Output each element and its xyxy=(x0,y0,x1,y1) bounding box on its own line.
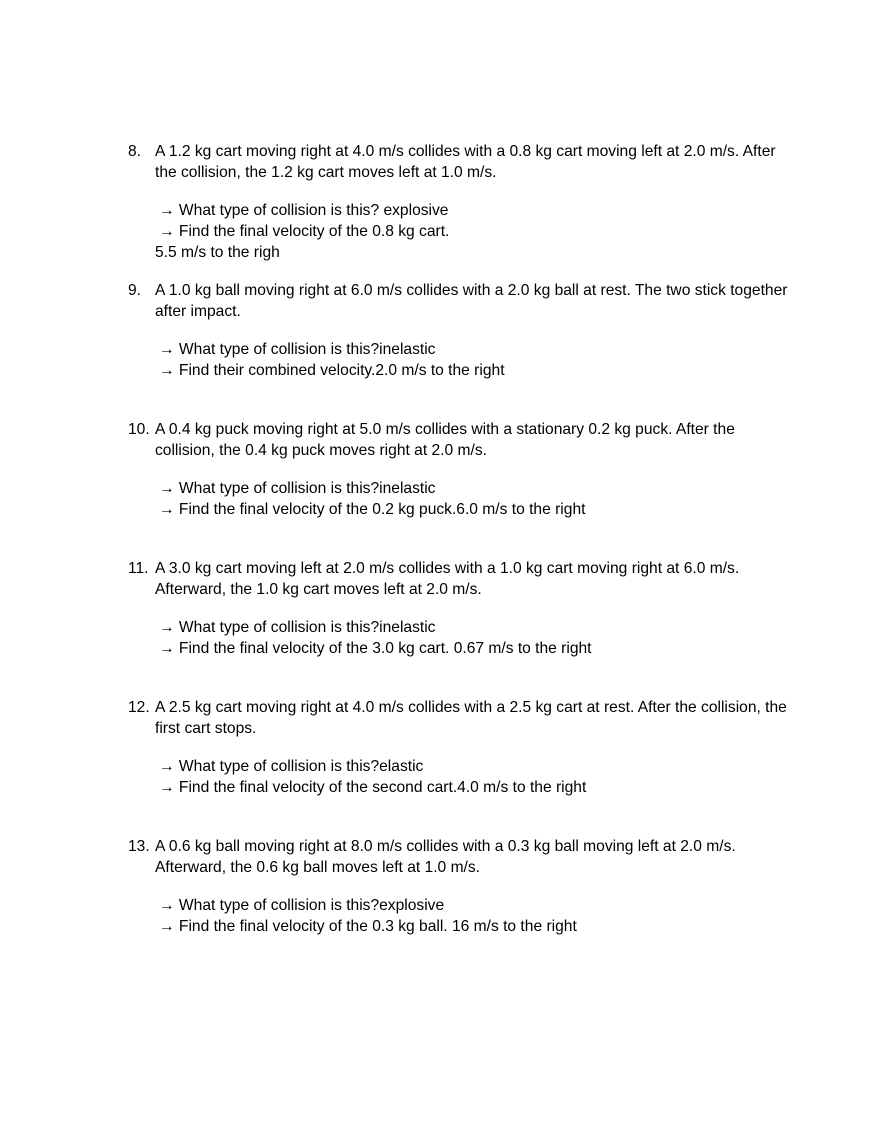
final-velocity-prompt: → Find the final velocity of the 0.8 kg cart. xyxy=(159,223,450,240)
collision-type-prompt: → What type of collision is this? explosive xyxy=(159,202,449,219)
problem-number: 10. xyxy=(128,421,150,438)
problem-question: A 0.4 kg puck moving right at 5.0 m/s collides with a stationary 0.2 kg puck. After the collision, the 0.4 kg puck moves right at 2.0 m/s. xyxy=(155,421,735,459)
collision-type-prompt: → What type of collision is this?inelastic xyxy=(159,341,436,358)
problem-12 xyxy=(128,697,788,798)
final-velocity-prompt: → Find the final velocity of the 3.0 kg cart. 0.67 m/s to the right xyxy=(159,640,592,657)
final-velocity-prompt: → Find the final velocity of the 0.3 kg ball. 16 m/s to the right xyxy=(159,918,577,935)
problem-8 xyxy=(128,141,788,263)
collision-type-prompt: → What type of collision is this?elastic xyxy=(159,758,424,775)
collision-type-prompt: → What type of collision is this?explosive xyxy=(159,897,445,914)
problem-question: A 0.6 kg ball moving right at 8.0 m/s collides with a 0.3 kg ball moving left at 2.0 m/s. Afterward, the 0.6 kg ball moves left at 1.0 m/s. xyxy=(155,838,736,876)
problem-question: A 1.2 kg cart moving right at 4.0 m/s collides with a 0.8 kg cart moving left at 2.0 m/s. After the collision, the 1.2 kg cart moves left at 1.0 m/s. xyxy=(155,143,776,181)
final-velocity-prompt: → Find the final velocity of the 0.2 kg puck.6.0 m/s to the right xyxy=(159,501,586,518)
problem-10 xyxy=(128,419,788,520)
problem-question: A 1.0 kg ball moving right at 6.0 m/s collides with a 2.0 kg ball at rest. The two stick together after impact. xyxy=(155,282,788,320)
problem-number: 13. xyxy=(128,838,150,855)
problem-question: A 3.0 kg cart moving left at 2.0 m/s collides with a 1.0 kg cart moving right at 6.0 m/s. Afterward, the 1.0 kg cart moves left at 2.0 m/s. xyxy=(155,560,740,598)
problem-question: A 2.5 kg cart moving right at 4.0 m/s collides with a 2.5 kg cart at rest. After the collision, the first cart stops. xyxy=(155,699,787,737)
problem-number: 8. xyxy=(128,143,142,160)
problem-number: 11. xyxy=(128,560,149,577)
answer-text: 5.5 m/s to the righ xyxy=(155,244,280,261)
collision-type-prompt: → What type of collision is this?inelastic xyxy=(159,480,436,497)
final-velocity-prompt: → Find their combined velocity.2.0 m/s to the right xyxy=(159,362,505,379)
final-velocity-prompt: → Find the final velocity of the second cart.4.0 m/s to the right xyxy=(159,779,587,796)
problem-number: 9. xyxy=(128,282,142,299)
problem-11 xyxy=(128,558,788,659)
problem-number: 12. xyxy=(128,699,150,716)
collision-type-prompt: → What type of collision is this?inelastic xyxy=(159,619,436,636)
problem-13 xyxy=(128,836,788,937)
problem-9 xyxy=(128,280,788,381)
